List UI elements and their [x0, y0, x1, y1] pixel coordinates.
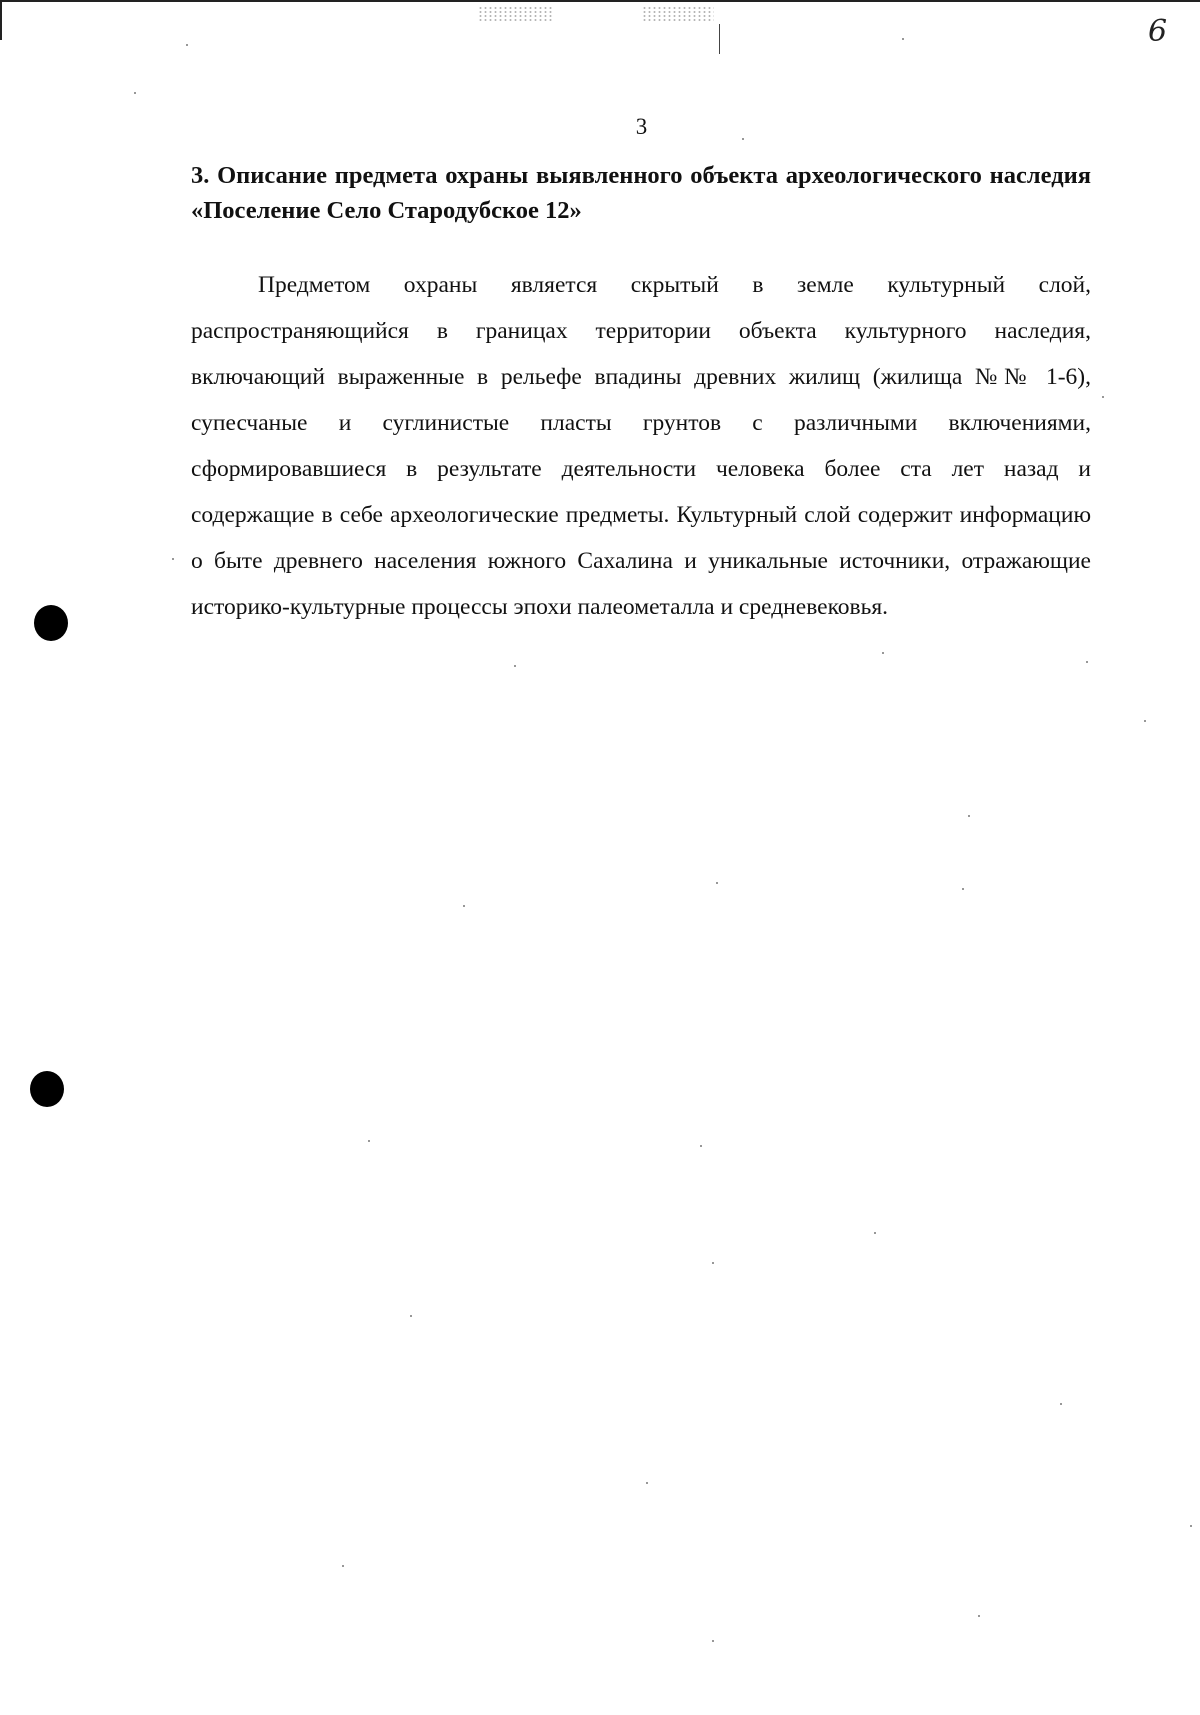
scan-speck [186, 44, 188, 46]
scan-speck [978, 1615, 980, 1617]
scan-speck [646, 1482, 648, 1484]
scan-speck [712, 1640, 714, 1642]
body-paragraph: Предметом охраны является скрытый в земле культурный слой, распространяющийся в границах территории объекта культурного наследия, включающий выраженные в рельефе впадины древних жилищ (жилища №№ 1-6), супесчаные и суглинистые пласты грунтов с различными включениями, сформировавшиеся в результате деятельности человека более ста лет назад и содержащие в себе археологические предметы. Культурный слой содержит информацию о быте древнего населения южного Сахалина и уникальные источники, отражающие историко-культурные процессы эпохи палеометалла и средневековья. [191, 272, 1091, 620]
scan-speck [1190, 1525, 1192, 1527]
hole-punch-mark [30, 1071, 64, 1107]
scan-speck [968, 815, 970, 817]
scan-speck [902, 38, 904, 40]
scan-speck [134, 92, 136, 94]
handwritten-sheet-number: 6 [1148, 14, 1168, 49]
scan-noise-mark [642, 6, 714, 22]
scan-speck [882, 652, 884, 654]
scan-speck [172, 558, 174, 560]
hole-punch-mark [34, 605, 68, 641]
scan-border-left [0, 0, 2, 40]
scan-noise-mark [478, 6, 553, 22]
scan-speck [742, 138, 744, 140]
scan-speck [712, 1262, 714, 1264]
scan-speck [410, 1315, 412, 1317]
scan-speck [700, 1145, 702, 1147]
scan-speck [514, 665, 516, 667]
scan-speck [463, 905, 465, 907]
scan-speck [962, 888, 964, 890]
scan-speck [1144, 720, 1146, 722]
scan-tick-mark [719, 24, 720, 54]
scan-speck [342, 1565, 344, 1567]
scan-speck [368, 1140, 370, 1142]
scan-speck [1102, 396, 1104, 398]
scan-speck [716, 882, 718, 884]
scan-speck [874, 1232, 876, 1234]
scan-border-top [0, 0, 1200, 2]
page-number: 3 [635, 114, 648, 139]
section-heading: 3. Описание предмета охраны выявленного объекта археологического наследия «Поселение Село Стародубское 12» [191, 162, 1091, 224]
scan-speck [1086, 661, 1088, 663]
scan-speck [1060, 1403, 1062, 1405]
